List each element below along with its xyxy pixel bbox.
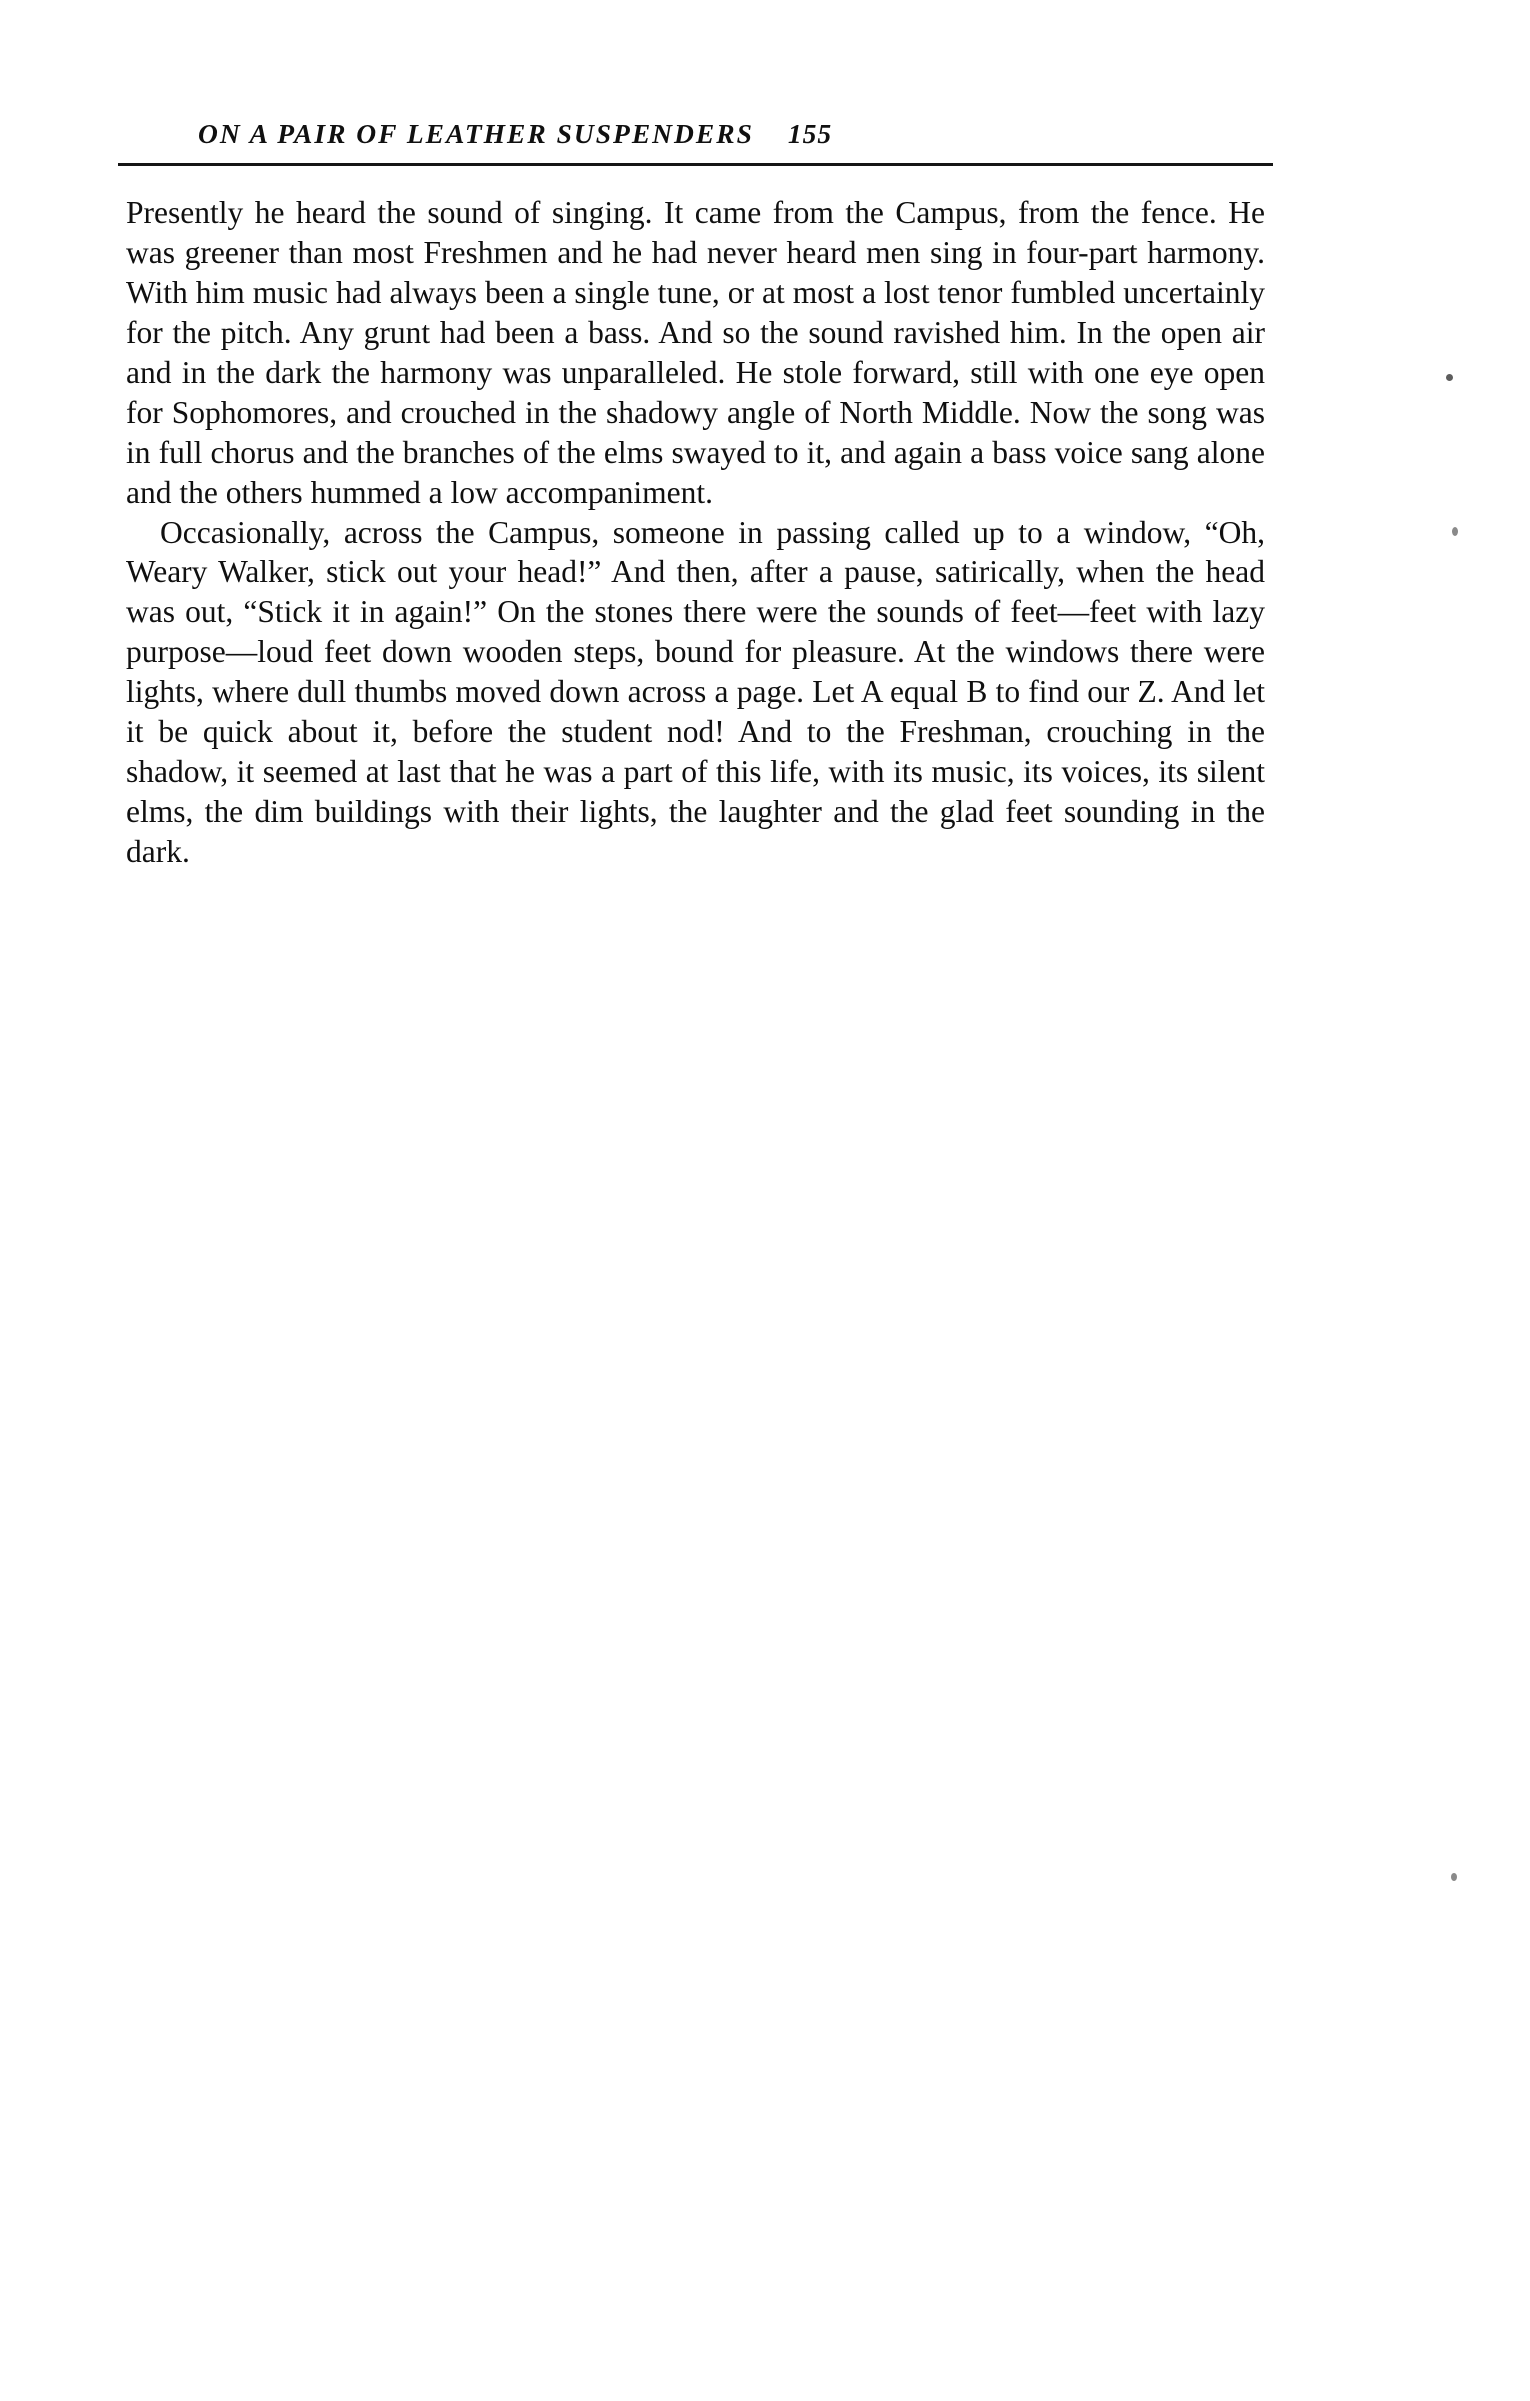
- header-rule: [118, 163, 1273, 166]
- scan-speck-icon: [1446, 374, 1453, 381]
- running-head: [118, 118, 1273, 163]
- scan-speck-icon: [1452, 527, 1458, 536]
- scan-speck-icon: [1451, 1873, 1457, 1881]
- page-content: [118, 118, 1273, 872]
- paragraph-2: Occasionally, across the Campus, someone in passing called up to a window, “Oh, Weary Walker, stick out your head!” And then, after a pause, satirically, when the head was out, “Stick it in again!” On the stones there were the sounds of feet—feet with lazy purpose—loud feet down wooden steps, bound for pleasure. At the windows there were lights, where dull thumbs moved down across a page. Let A equal B to find our Z. And let it be quick about it, before the student nod! And to the Freshman, crouching in the shadow, it seemed at last that he was a part of this life, with its music, its voices, its silent elms, the dim buildings with their lights, the laughter and the glad feet sounding in the dark.: [126, 514, 1265, 869]
- running-head-title: ON A PAIR OF LEATHER SUSPENDERS: [198, 118, 754, 149]
- paragraph-1: Presently he heard the sound of singing. It came from the Campus, from the fence. He was greener than most Freshmen and he had never heard men sing in four-part harmony. With him music had always been a single tune, or at most a lost tenor fumbled uncertainly for the pitch. Any grunt had been a bass. And so the sound ravished him. In the open air and in the dark the harmony was unparalleled. He stole forward, still with one eye open for Sophomores, and crouched in the shadowy angle of North Middle. Now the song was in full chorus and the branches of the elms swayed to it, and again a bass voice sang alone and the others hummed a low accompaniment.: [126, 195, 1265, 510]
- page-number: 155: [787, 118, 833, 149]
- body-text: [118, 193, 1273, 872]
